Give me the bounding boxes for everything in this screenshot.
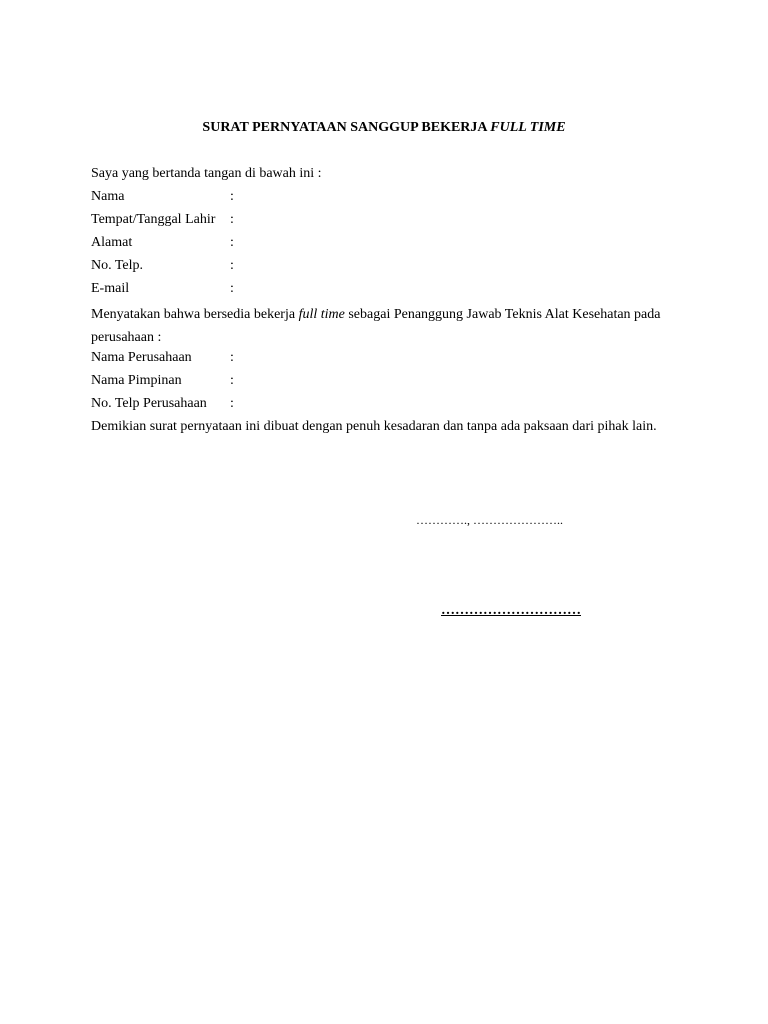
field-row-alamat [91,234,681,257]
field-colon: : [230,373,234,388]
document-title [0,119,768,137]
field-label: Tempat/Tanggal Lahir [91,212,216,227]
document-body [91,165,681,441]
field-label: Nama Perusahaan [91,350,192,365]
field-colon: : [230,212,234,227]
field-colon: : [230,189,234,204]
closing-line: Demikian surat pernyataan ini dibuat dengan penuh kesadaran dan tanpa ada paksaan dari pihak lain. [91,419,657,434]
place-date-line: …………., ………………….. [416,513,563,527]
field-colon: : [230,350,234,365]
field-colon: : [230,258,234,273]
statement-paragraph [91,303,681,349]
field-row-nama [91,188,681,211]
field-label: E-mail [91,281,130,296]
field-label: No. Telp. [91,258,144,273]
title-italic-text: FULL TIME [490,120,566,135]
signature-line: ………………………… [441,603,581,618]
field-label: No. Telp Perusahaan [91,396,207,411]
field-row-nama-perusahaan [91,349,681,372]
field-colon: : [230,281,234,296]
field-row-telp-perusahaan [91,395,681,418]
statement-italic-text: full time [298,307,345,322]
statement-text-1: Menyatakan bahwa bersedia bekerja [91,307,299,322]
field-row-email [91,280,681,303]
field-row-telp [91,257,681,280]
statement-text-2: sebagai Penanggung Jawab Teknis Alat Kesehatan pada perusahaan : [91,307,661,345]
field-label: Nama [91,189,125,204]
field-row-nama-pimpinan [91,372,681,395]
field-label: Alamat [91,235,133,250]
field-colon: : [230,235,234,250]
field-row-tempat-tanggal-lahir [91,211,681,234]
title-text: SURAT PERNYATAAN SANGGUP BEKERJA [202,120,491,135]
field-label: Nama Pimpinan [91,373,182,388]
field-colon: : [230,396,234,411]
intro-line: Saya yang bertanda tangan di bawah ini : [91,166,322,181]
